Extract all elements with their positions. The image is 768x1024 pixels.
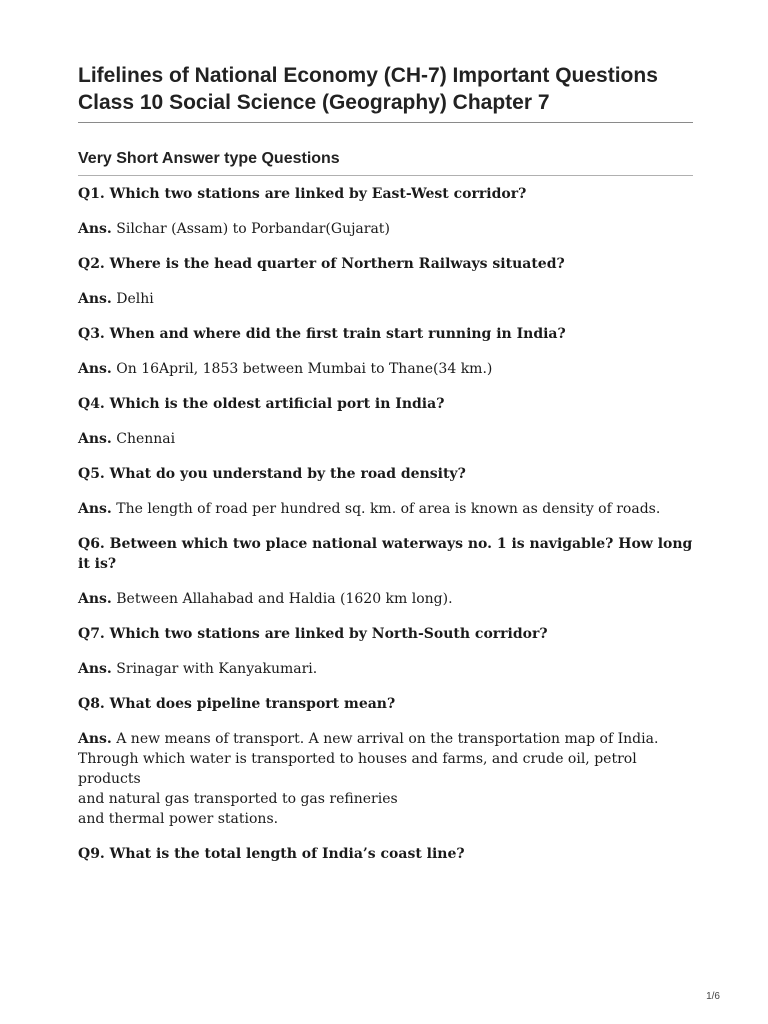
question-list	[78, 184, 693, 864]
answer-6	[78, 589, 693, 609]
answer-3	[78, 359, 693, 379]
question-8: Q8. What does pipeline transport mean?	[78, 696, 396, 712]
section-heading: Very Short Answer type Questions	[78, 149, 693, 176]
answer-text-line-2: Through which water is transported to houses and farms, and crude oil, petrol products	[78, 751, 637, 787]
question-4: Q4. Which is the oldest artificial port in India?	[78, 396, 445, 412]
answer-label: Ans.	[78, 731, 112, 747]
answer-label: Ans.	[78, 361, 112, 377]
page-title: Lifelines of National Economy (CH-7) Important Questions Class 10 Social Science (Geography) Chapter 7	[78, 62, 693, 123]
answer-text: On 16April, 1853 between Mumbai to Thane(34 km.)	[116, 361, 493, 377]
answer-text: Silchar (Assam) to Porbandar(Gujarat)	[116, 221, 390, 237]
answer-5	[78, 499, 693, 519]
page-number: 1/6	[706, 991, 720, 1002]
question-6: Q6. Between which two place national waterways no. 1 is navigable? How long it is?	[78, 536, 693, 572]
question-7: Q7. Which two stations are linked by North-South corridor?	[78, 626, 548, 642]
question-5: Q5. What do you understand by the road density?	[78, 466, 466, 482]
answer-2	[78, 289, 693, 309]
answer-label: Ans.	[78, 431, 112, 447]
answer-text: Between Allahabad and Haldia (1620 km long).	[116, 591, 453, 607]
answer-text: Chennai	[116, 431, 176, 447]
answer-text-line-1: A new means of transport. A new arrival on the transportation map of India.	[116, 731, 659, 747]
answer-text-line-3: and natural gas transported to gas refineries	[78, 791, 398, 807]
answer-text: The length of road per hundred sq. km. of area is known as density of roads.	[116, 501, 661, 517]
answer-4	[78, 429, 693, 449]
question-3: Q3. When and where did the first train start running in India?	[78, 326, 566, 342]
question-2: Q2. Where is the head quarter of Northern Railways situated?	[78, 256, 565, 272]
question-9: Q9. What is the total length of India’s coast line?	[78, 846, 465, 862]
answer-text: Delhi	[116, 291, 154, 307]
answer-1	[78, 219, 693, 239]
answer-label: Ans.	[78, 291, 112, 307]
answer-label: Ans.	[78, 591, 112, 607]
answer-text: Srinagar with Kanyakumari.	[116, 661, 318, 677]
answer-text-line-4: and thermal power stations.	[78, 811, 279, 827]
answer-8	[78, 729, 693, 829]
question-1: Q1. Which two stations are linked by East-West corridor?	[78, 186, 527, 202]
document-page	[78, 62, 693, 864]
answer-7	[78, 659, 693, 679]
answer-label: Ans.	[78, 221, 112, 237]
answer-label: Ans.	[78, 501, 112, 517]
answer-label: Ans.	[78, 661, 112, 677]
